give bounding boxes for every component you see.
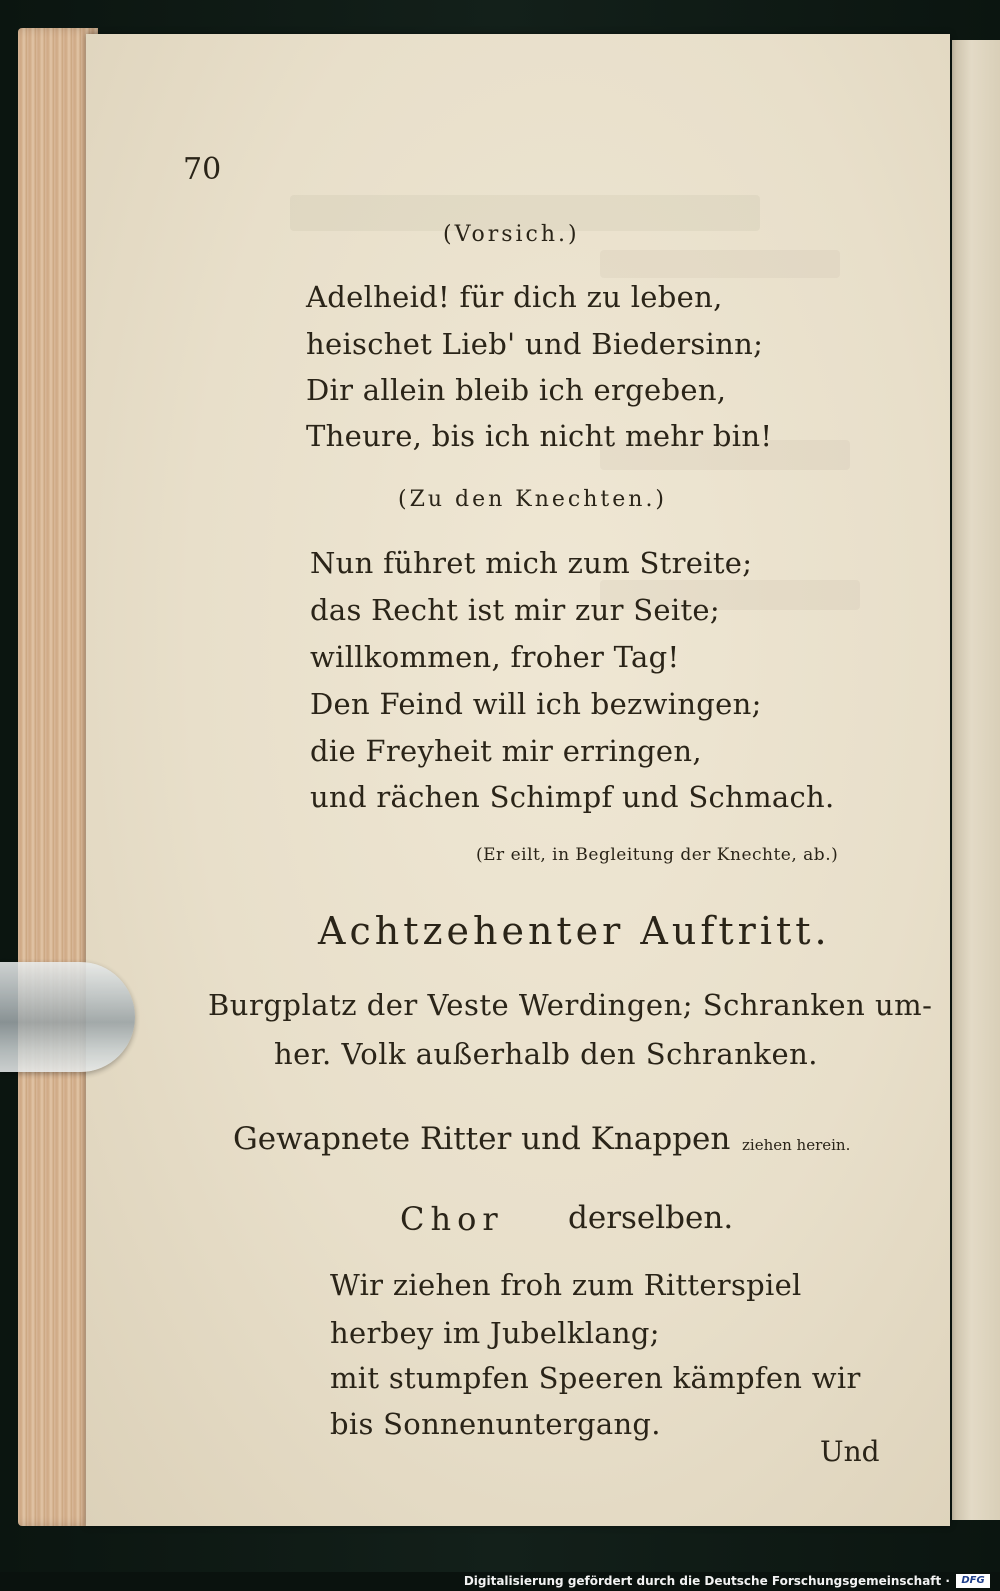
setting-line: Burgplatz der Veste Werdingen; Schranken um- xyxy=(208,988,933,1022)
verse-line: Theure, bis ich nicht mehr bin! xyxy=(306,419,773,453)
catchword: Und xyxy=(820,1435,880,1468)
stage-direction-to-servants: (Zu den Knechten.) xyxy=(398,487,668,512)
bleed-through xyxy=(600,250,840,278)
stage-direction-exit: (Er eilt, in Begleitung der Knechte, ab.) xyxy=(476,845,839,865)
verse-line: heischet Lieb' und Biedersinn; xyxy=(306,327,764,361)
scene-heading: Achtzehenter Auftritt. xyxy=(318,909,831,953)
verse-line: das Recht ist mir zur Seite; xyxy=(310,593,720,627)
verse-line: Nun führet mich zum Streite; xyxy=(310,546,753,580)
scanner-clip xyxy=(0,962,135,1072)
verse-line: Wir ziehen froh zum Ritterspiel xyxy=(330,1268,802,1302)
verse-line: mit stumpfen Speeren kämpfen wir xyxy=(330,1361,861,1395)
dfg-logo: DFG xyxy=(956,1574,990,1588)
verse-line: die Freyheit mir erringen, xyxy=(310,734,702,768)
chorus-title: Chor xyxy=(400,1200,504,1238)
entrance-line: Gewapnete Ritter und Knappen xyxy=(233,1121,731,1157)
page-number: 70 xyxy=(183,152,222,187)
verse-line: und rächen Schimpf und Schmach. xyxy=(310,780,835,814)
entrance-note: ziehen herein. xyxy=(742,1136,851,1154)
verse-line: herbey im Jubelklang; xyxy=(330,1316,660,1350)
verse-line: Dir allein bleib ich ergeben, xyxy=(306,373,727,407)
stage-direction-aside: (Vorsich.) xyxy=(443,222,580,247)
verse-line: willkommen, froher Tag! xyxy=(310,640,680,674)
verse-line: Den Feind will ich bezwingen; xyxy=(310,687,762,721)
funding-notice: Digitalisierung gefördert durch die Deutsche Forschungsgemeinschaft · xyxy=(463,1574,950,1588)
chorus-subtitle: derselben. xyxy=(568,1200,734,1236)
verse-line: Adelheid! für dich zu leben, xyxy=(306,280,723,314)
facing-page-edge xyxy=(952,40,1000,1520)
verse-line: bis Sonnenuntergang. xyxy=(330,1407,661,1441)
setting-line: her. Volk außerhalb den Schranken. xyxy=(274,1037,819,1071)
